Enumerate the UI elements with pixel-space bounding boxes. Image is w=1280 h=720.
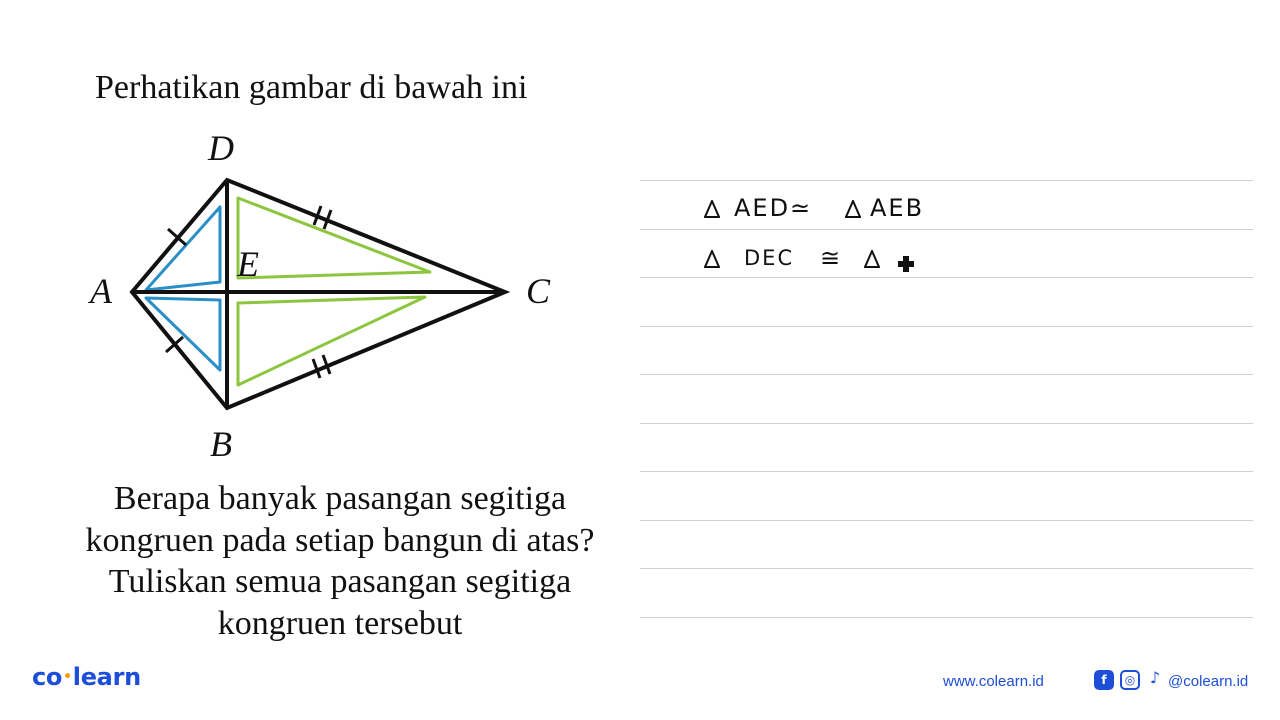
handwritten-triangle-aeb: AEB [870, 194, 925, 222]
triangle-symbol-icon [704, 250, 720, 268]
tiktok-icon[interactable]: ♪ [1149, 668, 1161, 687]
colearn-logo[interactable] [32, 663, 141, 691]
answer-rule [640, 617, 1253, 618]
handwritten-triangle-dec: DEC [744, 246, 795, 270]
footer [0, 655, 1280, 705]
answer-rule [640, 471, 1253, 472]
logo-dot: • [63, 669, 72, 685]
answer-rule [640, 277, 1253, 278]
triangle-symbol-icon [864, 250, 880, 268]
pen-cursor-icon [898, 256, 914, 272]
logo-right-text: learn [72, 663, 141, 691]
green-triangle-bec [238, 297, 425, 385]
answer-rule [640, 326, 1253, 327]
blue-triangle-aed [146, 207, 220, 290]
website-link[interactable]: www.colearn.id [943, 673, 1044, 690]
handwritten-triangle-aed: AED [734, 194, 791, 222]
handwritten-congruent-sign: ≅ [820, 244, 841, 272]
handwritten-congruent-sign: ≃ [790, 194, 811, 222]
answer-rule [640, 180, 1253, 181]
triangle-symbol-icon [845, 200, 861, 218]
label-d: D [208, 128, 234, 168]
facebook-icon[interactable]: f [1094, 670, 1114, 690]
problem-intro: Perhatikan gambar di bawah ini [95, 69, 528, 106]
answer-rule [640, 229, 1253, 230]
social-handle[interactable]: @colearn.id [1168, 673, 1249, 690]
triangle-symbol-icon [704, 200, 720, 218]
logo-left-text: co [32, 663, 63, 691]
blue-triangle-aeb [146, 298, 220, 370]
answer-rule [640, 520, 1253, 521]
instagram-icon[interactable]: ◎ [1120, 670, 1140, 690]
label-c: C [526, 271, 551, 311]
answer-rule [640, 374, 1253, 375]
label-e: E [237, 244, 259, 284]
label-a: A [90, 271, 112, 311]
answer-rule [640, 568, 1253, 569]
green-triangle-dec [238, 198, 430, 278]
label-b: B [210, 424, 232, 464]
answer-rule [640, 423, 1253, 424]
problem-question: Berapa banyak pasangan segitiga kongruen pada setiap bangun di atas? Tuliskan semua pasangan segitiga kongruen tersebut [85, 480, 595, 642]
